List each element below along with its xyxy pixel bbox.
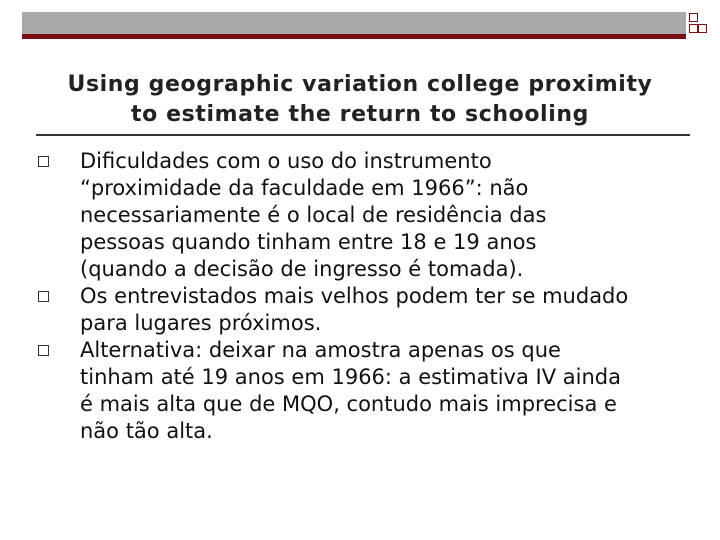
bullet-item — [38, 148, 688, 283]
bullet-text-line: Alternativa: deixar na amostra apenas os que — [80, 338, 561, 362]
header-bar — [22, 12, 686, 39]
bullet-text-line: necessariamente é o local de residência das — [80, 203, 547, 227]
title-line-2: to estimate the return to schooling — [131, 102, 589, 127]
title-divider — [36, 134, 690, 136]
bullet-text-line: para lugares próximos. — [80, 311, 322, 335]
bullet-text-line: Os entrevistados mais velhos podem ter se mudado — [80, 284, 629, 308]
bullet-item — [38, 283, 688, 337]
hollow-square-icon — [38, 345, 49, 356]
corner-square-icon — [689, 13, 698, 22]
hollow-square-icon — [38, 291, 49, 302]
corner-square-icon — [689, 24, 698, 33]
hollow-square-icon — [38, 156, 49, 167]
corner-square-icon — [698, 24, 707, 33]
title-line-1: Using geographic variation college proximity — [67, 72, 653, 97]
bullet-text-line: é mais alta que de MQO, contudo mais imprecisa e — [80, 392, 617, 416]
bullet-list — [38, 148, 688, 445]
bullet-text-line: Dificuldades com o uso do instrumento — [80, 149, 492, 173]
slide-title — [40, 70, 680, 130]
bullet-text-line: não tão alta. — [80, 419, 213, 443]
bullet-text-line: (quando a decisão de ingresso é tomada). — [80, 257, 524, 281]
bullet-text-line: pessoas quando tinham entre 18 e 19 anos — [80, 230, 537, 254]
bullet-text-line: tinham até 19 anos em 1966: a estimativa IV ainda — [80, 365, 621, 389]
bullet-item — [38, 337, 688, 445]
bullet-text-line: “proximidade da faculdade em 1966”: não — [80, 176, 529, 200]
